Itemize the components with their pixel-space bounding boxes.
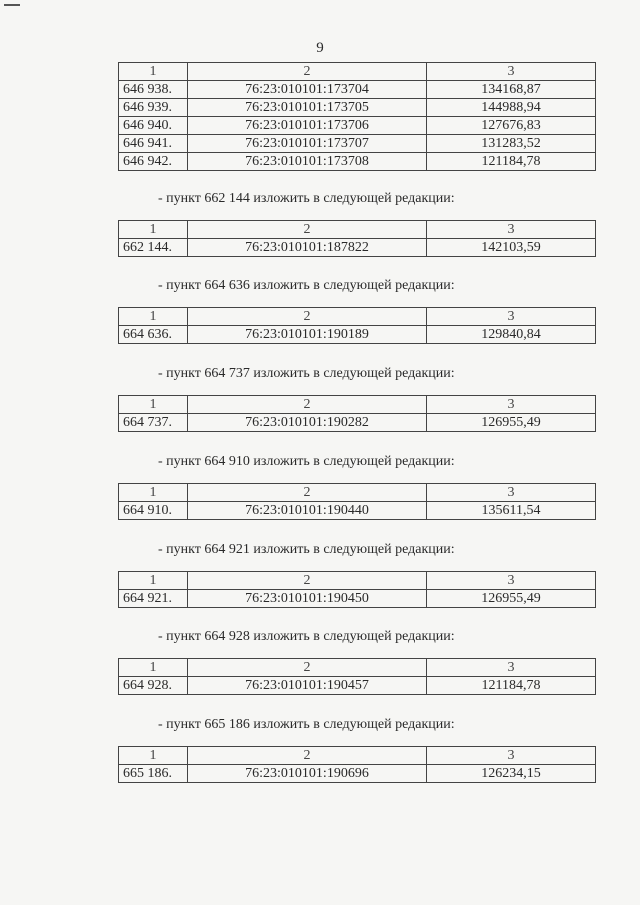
row-number: 646 938. bbox=[119, 81, 188, 99]
value-cell: 127676,83 bbox=[427, 117, 596, 135]
amendment-table bbox=[118, 658, 596, 695]
header-cell: 2 bbox=[188, 63, 427, 81]
amendment-section bbox=[118, 190, 596, 257]
header-cell: 3 bbox=[427, 308, 596, 326]
amendment-intro: - пункт 664 636 изложить в следующей редакции: bbox=[158, 278, 455, 293]
first-table bbox=[118, 62, 596, 171]
header-cell: 2 bbox=[188, 572, 427, 590]
header-cell: 3 bbox=[427, 221, 596, 239]
amendment-table bbox=[118, 746, 596, 783]
row-number: 646 941. bbox=[119, 135, 188, 153]
value-cell: 129840,84 bbox=[427, 326, 596, 344]
amendment-table bbox=[118, 395, 596, 432]
amendment-table bbox=[118, 220, 596, 257]
header-cell: 2 bbox=[188, 308, 427, 326]
header-cell: 3 bbox=[427, 63, 596, 81]
amendment-section bbox=[118, 541, 596, 608]
value-cell: 126234,15 bbox=[427, 765, 596, 783]
table-row bbox=[119, 677, 596, 695]
row-number: 664 636. bbox=[119, 326, 188, 344]
table-row bbox=[119, 590, 596, 608]
amendment-section bbox=[118, 453, 596, 520]
table-header-row bbox=[119, 659, 596, 677]
table-row bbox=[119, 239, 596, 257]
cadastral-number: 76:23:010101:190696 bbox=[188, 765, 427, 783]
row-number: 664 928. bbox=[119, 677, 188, 695]
header-cell: 3 bbox=[427, 747, 596, 765]
cadastral-number: 76:23:010101:190282 bbox=[188, 414, 427, 432]
value-cell: 121184,78 bbox=[427, 677, 596, 695]
table-header-row bbox=[119, 308, 596, 326]
table-header-row bbox=[119, 747, 596, 765]
header-cell: 1 bbox=[119, 747, 188, 765]
header-cell: 1 bbox=[119, 221, 188, 239]
cadastral-number: 76:23:010101:187822 bbox=[188, 239, 427, 257]
row-number: 646 942. bbox=[119, 153, 188, 171]
cadastral-number: 76:23:010101:173708 bbox=[188, 153, 427, 171]
amendment-intro: - пункт 662 144 изложить в следующей редакции: bbox=[158, 191, 455, 206]
header-cell: 2 bbox=[188, 396, 427, 414]
value-cell: 144988,94 bbox=[427, 99, 596, 117]
value-cell: 126955,49 bbox=[427, 590, 596, 608]
cadastral-number: 76:23:010101:173706 bbox=[188, 117, 427, 135]
header-cell: 2 bbox=[188, 484, 427, 502]
row-number: 646 940. bbox=[119, 117, 188, 135]
cadastral-number: 76:23:010101:190440 bbox=[188, 502, 427, 520]
cadastral-number: 76:23:010101:173704 bbox=[188, 81, 427, 99]
amendment-intro: - пункт 664 921 изложить в следующей редакции: bbox=[158, 542, 455, 557]
header-cell: 3 bbox=[427, 396, 596, 414]
value-cell: 134168,87 bbox=[427, 81, 596, 99]
amendment-section bbox=[118, 628, 596, 695]
table-header-row bbox=[119, 572, 596, 590]
value-cell: 121184,78 bbox=[427, 153, 596, 171]
amendment-intro: - пункт 664 928 изложить в следующей редакции: bbox=[158, 629, 455, 644]
header-cell: 3 bbox=[427, 659, 596, 677]
amendment-table bbox=[118, 571, 596, 608]
table-row bbox=[119, 117, 596, 135]
page-number: 9 bbox=[316, 40, 324, 56]
table-header-row bbox=[119, 396, 596, 414]
header-cell: 1 bbox=[119, 572, 188, 590]
table-header-row bbox=[119, 221, 596, 239]
amendment-section bbox=[118, 716, 596, 783]
table-row bbox=[119, 326, 596, 344]
cadastral-number: 76:23:010101:190189 bbox=[188, 326, 427, 344]
header-cell: 1 bbox=[119, 659, 188, 677]
header-cell: 3 bbox=[427, 572, 596, 590]
table-row bbox=[119, 765, 596, 783]
header-cell: 1 bbox=[119, 308, 188, 326]
amendment-section bbox=[118, 365, 596, 432]
amendment-section bbox=[118, 277, 596, 344]
table-row bbox=[119, 414, 596, 432]
amendment-intro: - пункт 664 910 изложить в следующей редакции: bbox=[158, 454, 455, 469]
row-number: 664 910. bbox=[119, 502, 188, 520]
row-number: 664 921. bbox=[119, 590, 188, 608]
table-row bbox=[119, 99, 596, 117]
cadastral-number: 76:23:010101:173707 bbox=[188, 135, 427, 153]
value-cell: 131283,52 bbox=[427, 135, 596, 153]
header-cell: 2 bbox=[188, 747, 427, 765]
amendment-table bbox=[118, 307, 596, 344]
header-cell: 1 bbox=[119, 63, 188, 81]
first-table-block bbox=[118, 62, 596, 171]
header-cell: 2 bbox=[188, 659, 427, 677]
header-cell: 3 bbox=[427, 484, 596, 502]
row-number: 665 186. bbox=[119, 765, 188, 783]
amendment-intro: - пункт 665 186 изложить в следующей редакции: bbox=[158, 717, 455, 732]
amendment-intro: - пункт 664 737 изложить в следующей редакции: bbox=[158, 366, 455, 381]
table-row bbox=[119, 502, 596, 520]
scan-mark bbox=[4, 4, 20, 6]
cadastral-number: 76:23:010101:173705 bbox=[188, 99, 427, 117]
row-number: 662 144. bbox=[119, 239, 188, 257]
table-row bbox=[119, 135, 596, 153]
header-cell: 1 bbox=[119, 484, 188, 502]
table-header-row bbox=[119, 63, 596, 81]
amendment-table bbox=[118, 483, 596, 520]
row-number: 646 939. bbox=[119, 99, 188, 117]
cadastral-number: 76:23:010101:190450 bbox=[188, 590, 427, 608]
header-cell: 1 bbox=[119, 396, 188, 414]
value-cell: 126955,49 bbox=[427, 414, 596, 432]
value-cell: 135611,54 bbox=[427, 502, 596, 520]
header-cell: 2 bbox=[188, 221, 427, 239]
value-cell: 142103,59 bbox=[427, 239, 596, 257]
cadastral-number: 76:23:010101:190457 bbox=[188, 677, 427, 695]
table-header-row bbox=[119, 484, 596, 502]
table-row bbox=[119, 81, 596, 99]
table-row bbox=[119, 153, 596, 171]
row-number: 664 737. bbox=[119, 414, 188, 432]
